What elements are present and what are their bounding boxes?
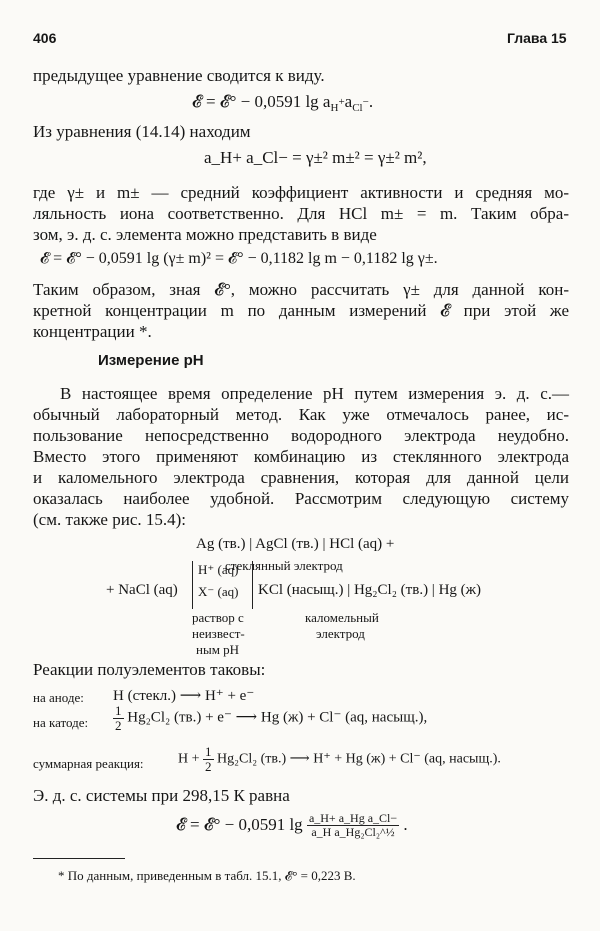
solution-label-2: неизвест- (192, 626, 245, 641)
footnote-rule (33, 858, 125, 859)
cell-line-1: Ag (тв.) | AgCl (тв.) | HCl (aq) + (196, 536, 395, 552)
period: . (403, 815, 408, 835)
text-line: концентрации *. (33, 322, 152, 341)
section-title: Измерение pH (98, 352, 204, 369)
equation-4 (176, 812, 408, 838)
period: . (368, 92, 374, 111)
cell-nacl: + NaCl (aq) (106, 582, 178, 598)
text-line: Таким образом, зная 𝓔°, можно рассчитать γ± для данной кон- (33, 280, 569, 299)
cathode-equation (113, 704, 427, 732)
equation-2: a_H+ a_Cl− = γ±² m±² = γ±² m², (204, 148, 427, 167)
text-line: предыдущее уравнение сводится к виду. (33, 66, 325, 85)
sum-label: суммарная реакция: (33, 756, 144, 771)
sub (352, 96, 369, 114)
anode-equation: H (стекл.) ⟶ H⁺ + e⁻ (113, 688, 255, 704)
calomel-label-2: электрод (316, 626, 365, 641)
glass-electrode-label: стеклянный электрод (225, 558, 343, 573)
text-line: обычный лабораторный метод. Как уже отмечалось ранее, ис- (33, 405, 569, 424)
page-number: 406 (33, 30, 57, 46)
fraction-half (113, 704, 124, 732)
cell-h-ion: H⁺ (aq) (198, 562, 239, 577)
frac-den: 2 (115, 717, 122, 733)
sum-equation-b: Hg₂Cl₂ (тв.) ⟶ H⁺ + Hg (ж) + Cl⁻ (aq, насыщ.). (217, 751, 501, 767)
chapter-title: Глава 15 (507, 30, 567, 46)
frac-num: 1 (115, 703, 122, 718)
text-line: оказалась наиболее удобной. Рассмотрим следующую систему (33, 489, 569, 508)
text-line: зом, э. д. с. элемента можно представить в виде (33, 225, 377, 244)
equation-4-fraction (307, 812, 399, 838)
text-line: где γ± и m± — средний коэффициент активности и средняя мо- (33, 183, 569, 202)
anode-label: на аноде: (33, 690, 84, 705)
equation-4-left: 𝓔 = 𝓔° − 0,0591 lg (176, 815, 303, 835)
text-line: пользование непосредственно водородного электрода неудобно. (33, 426, 569, 445)
solution-label-3: ным pH (196, 642, 240, 657)
equation-1 (192, 92, 373, 114)
text-line: Из уравнения (14.14) находим (33, 122, 251, 141)
sum-equation-a: H + (178, 751, 200, 767)
text-line: Реакции полуэлементов таковы: (33, 660, 266, 679)
sub (330, 96, 345, 114)
cathode-equation-text: Hg₂Cl₂ (тв.) + e⁻ ⟶ Hg (ж) + Cl⁻ (aq, насыщ.), (127, 709, 428, 726)
cell-right: KCl (насыщ.) | Hg₂Cl₂ (тв.) | Hg (ж) (258, 582, 482, 598)
equation-1-main: 𝓔 = 𝓔° − 0,0591 lg a (192, 92, 331, 111)
text-line: Вместо этого применяют комбинацию из стеклянного электрода (33, 447, 569, 466)
equation-3: 𝓔 = 𝓔° − 0,0591 lg (γ± m)² = 𝓔° − 0,1182 lg m − 0,1182 lg γ±. (40, 250, 438, 267)
solution-label-1: раствор с (192, 610, 244, 625)
phase-boundary (192, 561, 193, 609)
cell-x-ion: X⁻ (aq) (198, 584, 239, 599)
text-line: В настоящее время определение pH путем измерения э. д. с.— (60, 384, 569, 403)
calomel-label-1: каломельный (305, 610, 379, 625)
text-line: Э. д. с. системы при 298,15 К равна (33, 786, 290, 805)
text-line: ляльность иона соответственно. Для HCl m± = m. Таким обра- (33, 204, 569, 223)
frac-num: a_H+ a_Hg a_Cl− (308, 811, 398, 825)
sup-minus: − (362, 96, 369, 108)
frac-den: 2 (205, 758, 212, 774)
cathode-label: на катоде: (33, 715, 89, 730)
footnote: * По данным, приведенным в табл. 15.1, 𝓔° = 0,223 В. (58, 868, 356, 883)
sub-cl: Cl (352, 102, 363, 114)
sum-equation (178, 745, 501, 773)
a: a (344, 92, 353, 111)
text-line: и каломельного электрода сравнения, которая для данной цели (33, 468, 569, 487)
phase-boundary (252, 561, 253, 609)
text-line: (см. также рис. 15.4): (33, 510, 186, 529)
sup-plus: + (338, 96, 345, 108)
text-line: кретной концентрации m по данным измерений 𝓔 при этой же (33, 301, 569, 320)
frac-num: 1 (205, 744, 212, 759)
sub-h: H (330, 102, 339, 114)
fraction-half (203, 745, 214, 773)
frac-den: a_H a_Hg₂Cl₂^½ (311, 824, 395, 839)
